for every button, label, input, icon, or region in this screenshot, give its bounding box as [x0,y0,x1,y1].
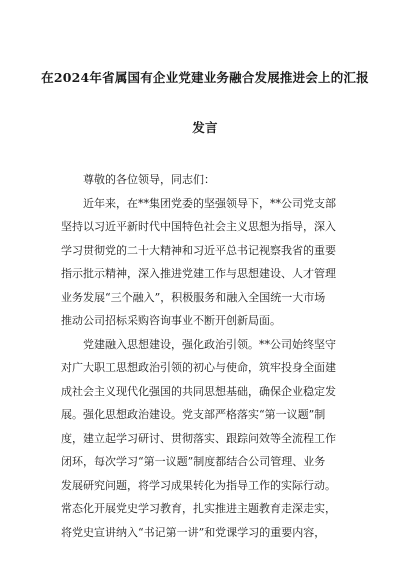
paragraph-line: 将党史宣讲纳入“书记第一讲”和党课学习的重要内容， [61,525,326,539]
salutation: 尊敬的各位领导，同志们： [83,173,215,186]
paragraph-line: 发展研究问题，将学习成果转化为指导工作的实际行动。 [61,478,336,492]
paragraph-line: 坚持以习近平新时代中国特色社会主义思想为指导，深入 [61,220,336,233]
paragraph-line: 展。强化思想政治建设。党支部严格落实“第一议题”制 [61,408,326,421]
paragraph-2 [61,333,355,545]
paragraph-1 [61,192,355,333]
paragraph-line: 度，建立起学习研讨、贯彻落实、跟踪问效等全流程工作 [61,431,336,445]
paragraph-line: 业务发展“三个融入”，积极服务和融入全国统一大市场 [61,290,326,304]
paragraph-line: 推动公司招标采购咨询事业不断开创新局面。 [61,314,281,327]
paragraph-line: 常态化开展党史学习教育，扎实推进主题教育走深走实， [61,502,336,515]
paragraph-line: 闭环，每次学习“第一议题”制度都结合公司管理、业务 [61,455,326,468]
paragraph-line: 党建融入思想建设，强化政治引领。**公司始终坚守 [83,337,336,351]
paragraph-line: 近年来，在**集团党委的坚强领导下，**公司党支部 [83,196,336,210]
paragraph-line: 对广大职工思想政治引领的初心与使命，筑牢投身全面建 [61,361,336,374]
document-body [61,168,355,544]
document-title-line1: 在2024年省属国有企业党建业务融合发展推进会上的汇报 [41,70,369,85]
document-title-line2: 发言 [192,120,218,135]
paragraph-line: 指示批示精神，深入推进党建工作与思想建设、人才管理 [61,267,336,280]
paragraph-line: 成社会主义现代化强国的共同思想基础，确保企业稳定发 [61,384,336,398]
paragraph-line: 学习贯彻党的二十大精神和习近平总书记视察我省的重要 [61,243,336,257]
